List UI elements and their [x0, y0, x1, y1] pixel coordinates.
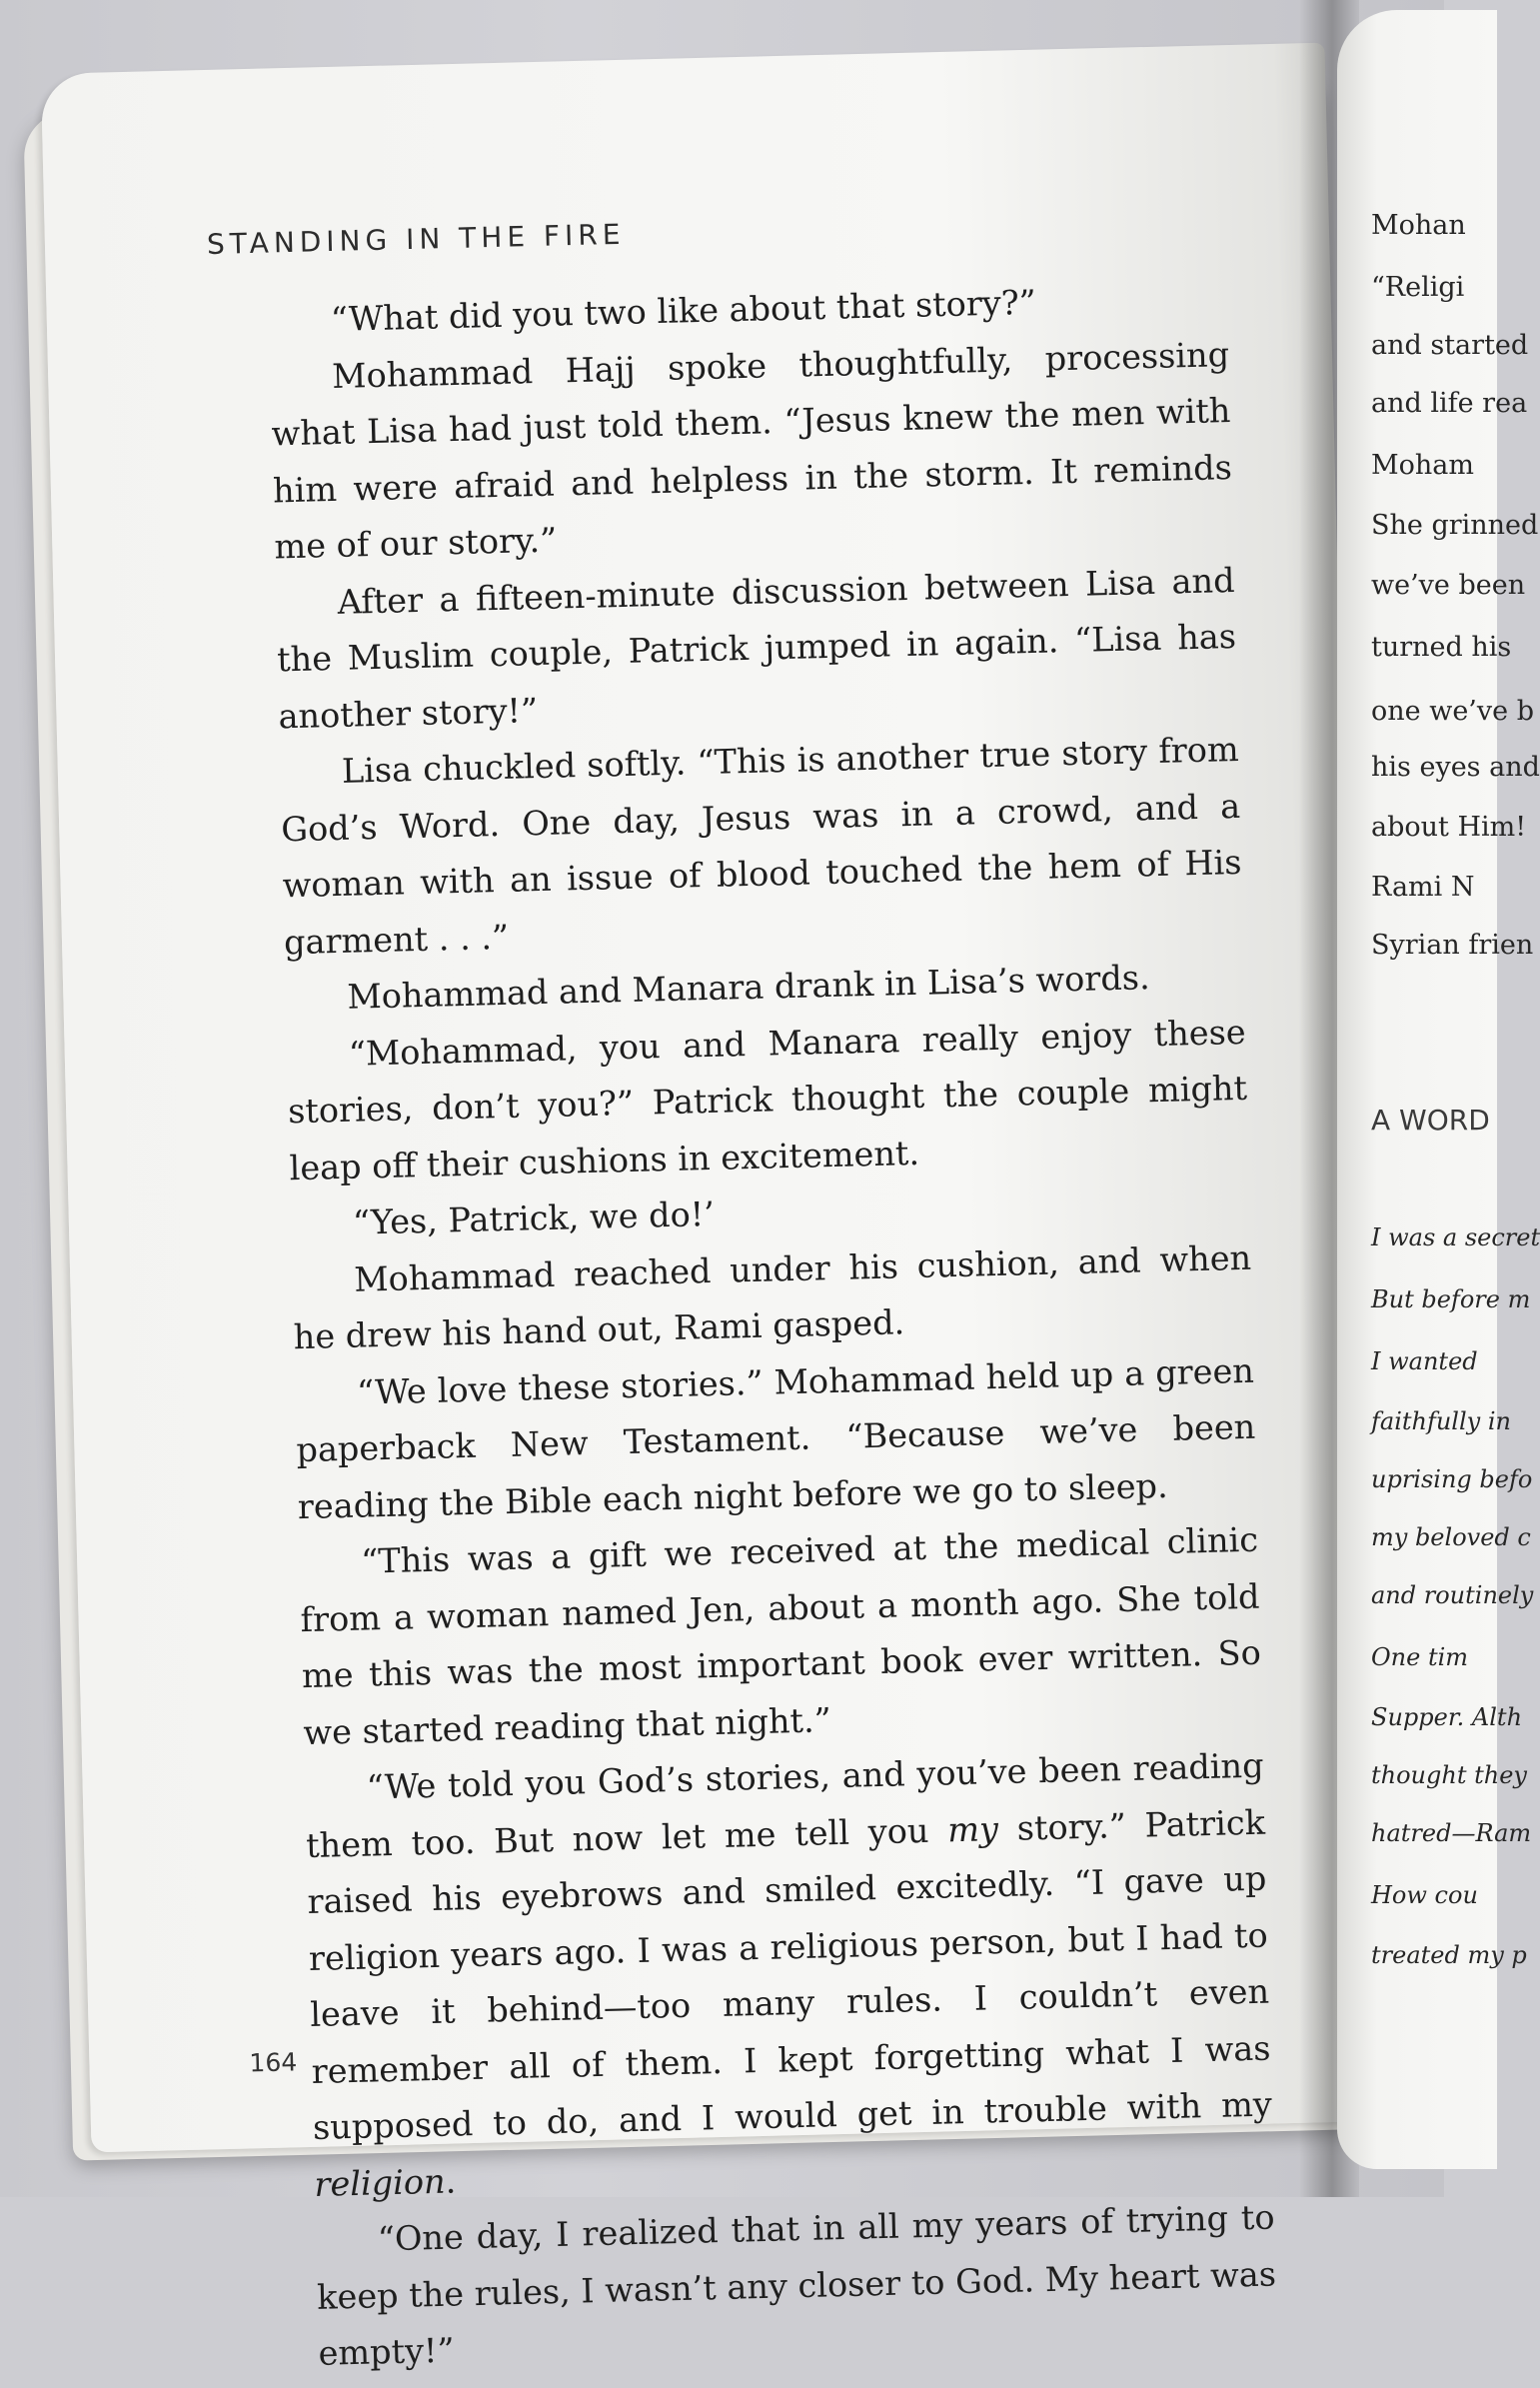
right-page-line: hatred—Ram: [1371, 1819, 1532, 1847]
right-page-line: and life rea: [1371, 388, 1528, 419]
page-content: [206, 145, 1277, 2373]
emphasis: my: [946, 1808, 999, 1849]
text-run: story.” Patrick raised his eyebrows and smiled excitedly. “I gave up religion years ago. I was a religious person, but I had to leave it behind—too many rules. I couldn’t even remember all of them. I kept forgetting what I was supposed to do, and I would get in trouble with my: [307, 1802, 1273, 2147]
paragraph: “One day, I realized that in all my years of trying to keep the rules, I wasn’t any closer to God. My heart was empty!”: [316, 2197, 1277, 2373]
right-page-line: and routinely: [1371, 1581, 1534, 1609]
right-page-line: She grinned: [1371, 510, 1539, 541]
paragraph: Mohammad and Manara drank in Lisa’s words.: [346, 958, 1151, 1017]
right-page-line: But before m: [1371, 1285, 1531, 1313]
text-run: .: [445, 2160, 457, 2201]
right-page-line: thought they: [1371, 1761, 1527, 1789]
paragraph: Lisa chuckled softly. “This is another true story from God’s Word. One day, Jesus was in a crowd, and a woman with an issue of blood touched the hem of His garment . . .”: [280, 729, 1242, 962]
right-page-line: I wanted: [1371, 1347, 1478, 1375]
right-page-line: faithfully in: [1371, 1407, 1511, 1435]
right-page-line: Mohan: [1371, 210, 1466, 241]
right-page-line: about Him!: [1371, 812, 1527, 843]
right-page-line: my beloved c: [1371, 1523, 1531, 1551]
right-page-line: Rami N: [1371, 872, 1475, 903]
right-page-line: One tim: [1371, 1643, 1469, 1671]
text-run: “We told you God’s stories, and you’ve been reading them too. But now let me tell you: [305, 1745, 1264, 1865]
paragraph: Mohammad reached under his cushion, and when he drew his hand out, Rami gasped.: [293, 1237, 1252, 1357]
right-page-line: treated my p: [1371, 1941, 1527, 1969]
paragraph: “We love these stories.” Mohammad held up a green paperback New Testament. “Because we’ve been reading the Bible each night before we go to sleep.: [296, 1350, 1256, 1526]
right-page-line: Supper. Alth: [1371, 1703, 1523, 1731]
left-page: [41, 43, 1375, 2373]
right-page-line: Moham: [1371, 450, 1474, 481]
right-page-line: turned his: [1371, 632, 1512, 663]
paragraph: “This was a gift we received at the medical clinic from a woman named Jen, about a month ago. She told me this was the most important book ever written. So we started reading that night.”: [300, 1519, 1262, 1752]
running-head: STANDING IN THE FIRE: [206, 217, 626, 261]
right-page-line: I was a secret: [1371, 1223, 1540, 1251]
right-page-line: and started: [1371, 330, 1529, 361]
right-page-line: uprising befo: [1371, 1465, 1533, 1493]
right-page-line: we’ve been: [1371, 570, 1526, 601]
right-page-heading: A WORD: [1371, 1104, 1490, 1137]
paragraph: “Yes, Patrick, we do!’: [352, 1194, 716, 1242]
paragraph: “What did you two like about that story?”: [330, 282, 1037, 339]
paragraph: After a fifteen-minute discussion between Lisa and the Muslim couple, Patrick jumped in again. “Lisa has another story!”: [276, 560, 1237, 736]
paragraph: [304, 1738, 1274, 2213]
right-page-line: Syrian frien: [1371, 930, 1534, 961]
right-page-line: one we’ve b: [1371, 696, 1534, 727]
body-text: [268, 270, 1278, 2382]
page-number: 164: [249, 2047, 298, 2078]
right-page-line: his eyes and: [1371, 752, 1540, 783]
right-page-line: How cou: [1371, 1881, 1478, 1909]
emphasis: religion: [313, 2161, 447, 2204]
right-page-line: “Religi: [1371, 272, 1465, 303]
right-page: [1337, 10, 1540, 2169]
paragraph: “Mohammad, you and Manara really enjoy these stories, don’t you?” Patrick thought the couple might leap off their cushions in excitement.: [287, 1012, 1248, 1188]
paragraph: Mohammad Hajj spoke thoughtfully, processing what Lisa had just told them. “Jesus knew the men with him were afraid and helpless in the storm. It reminds me of our story.”: [271, 334, 1233, 567]
